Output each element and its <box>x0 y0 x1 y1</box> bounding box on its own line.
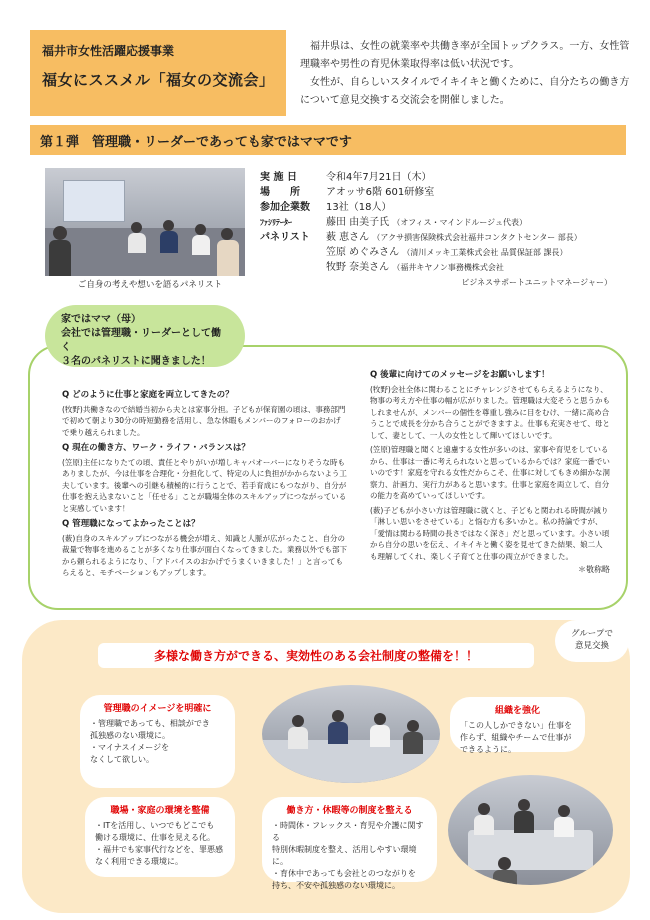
detail-value <box>326 230 630 245</box>
idea-line: 孤独感のない環境に。 <box>90 731 170 740</box>
idea-line: 作らず、組織やチームで仕事が <box>460 733 572 742</box>
idea-line: 持ち、不安や孤独感のない環境に。 <box>272 881 400 890</box>
idea-line: ・時間休・フレックス・育児や介護に関する <box>272 821 424 842</box>
answer: (薮)子どもが小さい方は管理職に就くと、子どもと関われる時間が減り「淋しい思いをさせている」と悩む方も多いかと。私の持論ですが、「愛情は関わる時間の長さではなく深さ」だと思っています。小さい頃から自分の思いを伝え、イキイキと働く姿を見せてきた結果、娘二人も理解してくれ、楽しく子育てと仕事の両立ができました。 <box>370 505 610 561</box>
person-shape <box>478 803 490 815</box>
honorific-note: ＊敬称略 <box>578 565 610 574</box>
person-shape <box>403 732 423 754</box>
detail-row-companies <box>260 200 630 215</box>
idea-box-management <box>80 695 235 788</box>
question: Q どのように仕事と家庭を両立してきたの？ <box>62 390 234 400</box>
event-details <box>260 170 630 290</box>
badge-line: グループで <box>570 629 614 639</box>
panelist-photo <box>45 168 245 276</box>
person-shape <box>217 240 239 276</box>
idea-line: 働ける環境に、仕事を見える化。 <box>95 833 215 842</box>
detail-row-place <box>260 185 630 200</box>
detail-label: 参加企業数 <box>260 202 310 213</box>
bubble-line: ３名のパネリストに聞きました！ <box>61 356 211 367</box>
question: Q 後輩に向けてのメッセージをお願いします！ <box>370 370 550 380</box>
person-shape <box>53 226 67 240</box>
person-shape <box>554 817 574 837</box>
person-shape <box>288 727 308 749</box>
idea-line: ・福井でも家事代行などを、罪悪感 <box>95 845 223 854</box>
group-badge <box>555 620 629 662</box>
panelist-org: （アクサ損害保険株式会社福井コンタクトセンター 部長） <box>372 233 582 242</box>
idea-box-organization <box>450 697 585 752</box>
panelist-org: ビジネスサポートユニットマネージャー） <box>461 278 612 287</box>
answer: (薮)自身のスキルアップにつながる機会が増え、知識と人脈が広がったこと、自分の裁量で物事を進めることが多くなり仕事が面白くなってきました。業務以外でも部下から頼られるようになり、「アドバイスのおかげでうまくいきました！」と言ってもらえると、モチベーションもアップします。 <box>62 533 347 577</box>
question: Q 現在の働き方、ワーク・ライフ・バランスは？ <box>62 443 250 453</box>
bubble-line: 家ではママ（母） <box>61 314 141 325</box>
idea-line: 特別休暇制度を整え、活用しやすい環境に。 <box>272 845 417 866</box>
table-shape <box>468 830 593 870</box>
bubble-line: 会社では管理職・リーダーとして働く <box>61 328 221 353</box>
person-shape <box>514 811 534 833</box>
badge-line: 意見交換 <box>574 641 609 651</box>
person-shape <box>192 235 210 255</box>
subtitle-bar: 第１弾 管理職・リーダーであっても家ではママです <box>30 125 626 155</box>
speech-bubble <box>45 305 245 367</box>
facilitator-name: 藤田 由美子氏 <box>326 217 390 228</box>
detail-row-panelist-org <box>260 275 630 290</box>
idea-title: 働き方・休暇等の制度を整える <box>286 806 413 816</box>
person-shape <box>128 233 146 253</box>
answer: (笠原)主任になりたての頃、責任とやりがいが増しキャパオーバーになりそうな時もありましたが、今は仕事を合理化・分担化して、特定の人に負担がかからないよう工夫しています。後輩への引継も積極的に行うことで、若手育成にもつながり、自分が仕事を抱え込まないこと「任せる」ことが職場全体のスキルアップにつながっていると実感しています！ <box>62 457 347 513</box>
facilitator-org: （オフィス・マインドルージュ代表） <box>392 218 528 227</box>
discussion-photo <box>448 775 613 885</box>
panelist-name: 薮 恵さん <box>326 232 370 243</box>
idea-title: 管理職のイメージを明確に <box>103 704 212 714</box>
person-shape <box>374 713 386 725</box>
panelist-org: （清川メッキ工業株式会社 品質保証部 課長） <box>402 248 568 257</box>
banner: 多様な働き方ができる、実効性のある会社制度の整備を！！ <box>98 643 534 668</box>
qa-left-column <box>62 385 347 579</box>
person-shape <box>292 715 304 727</box>
detail-label: 実 施 日 <box>260 172 297 183</box>
header-org: 福井市女性活躍応援事業 <box>42 44 175 58</box>
person-shape <box>474 815 494 835</box>
person-shape <box>49 240 71 276</box>
intro-paragraph-2: 女性が、自らしいスタイルでイキイキと働くために、自分たちの働き方について意見交換する交流会を開催しました。 <box>300 77 630 106</box>
answer: (牧野)共働きなので結婚当初から夫とは家事分担。子どもが保育園の頃は、事務部門で初めて朝より30分の時短勤務を活用し、急な休暇もメンバーのフォローのおかげで乗り越えられました。 <box>62 404 346 437</box>
person-shape <box>558 805 570 817</box>
person-shape <box>498 857 511 870</box>
person-shape <box>407 720 419 732</box>
idea-line: 「この人しかできない」仕事を <box>460 721 572 730</box>
person-shape <box>518 799 530 811</box>
qa-right-column <box>370 365 610 576</box>
person-shape <box>221 228 233 240</box>
person-shape <box>332 710 344 722</box>
question: Q 管理職になってよかったことは？ <box>62 519 200 529</box>
idea-box-systems <box>262 797 437 890</box>
detail-value <box>326 245 630 260</box>
panelist-org: （福井キヤノン事務機株式会社 <box>392 263 504 272</box>
detail-row-panelist <box>260 260 630 275</box>
idea-line: ・ITを活用し、いつでもどこでも <box>95 821 215 830</box>
person-shape <box>370 725 390 747</box>
idea-title: 職場・家庭の環境を整備 <box>110 806 210 816</box>
panelist-name: 笠原 めぐみさん <box>326 247 400 258</box>
photo-caption: ご自身の考えや想いを語るパネリスト <box>77 280 223 290</box>
header-title: 福女にススメル「福女の交流会」 <box>42 71 275 89</box>
person-shape <box>163 220 174 231</box>
detail-row-facilitator <box>260 215 630 230</box>
detail-label: 場 所 <box>260 187 300 198</box>
detail-label: ﾌｧｼﾘﾃｰﾀｰ <box>260 218 292 227</box>
detail-row-panelist <box>260 245 630 260</box>
panelist-name: 牧野 奈美さん <box>326 262 390 273</box>
idea-title: 組織を強化 <box>494 706 540 716</box>
person-shape <box>493 870 517 885</box>
idea-line: ・管理職であっても、相談ができ <box>90 719 210 728</box>
detail-value <box>326 215 630 230</box>
intro-text <box>300 38 630 110</box>
answer: (牧野)会社全体に関わることにチャレンジさせてもらえるようになり、物事の考え方や仕事の幅が広がりました。管理職は大変そうと思うかもしれませんが、メンバーの個性を尊重し強みに目をむけ、一緒に高め合うことで成長を分かち合うことができますよ。仕事も充実させて、母として、妻として、一人の女性として輝いてほしいです。 <box>370 384 610 440</box>
person-shape <box>195 224 206 235</box>
person-shape <box>328 722 348 744</box>
detail-value: アオッサ6階 601研修室 <box>326 187 435 198</box>
detail-label: パネリスト <box>260 232 310 243</box>
projector-screen <box>63 180 125 222</box>
person-shape <box>131 222 142 233</box>
idea-line: なく利用できる環境に。 <box>95 857 183 866</box>
idea-line: ・育休中であっても会社とのつながりを <box>272 869 416 878</box>
detail-value: 令和4年7月21日（木） <box>326 172 432 183</box>
idea-line: ・マイナスイメージを <box>90 743 170 752</box>
header-box <box>30 30 286 116</box>
idea-line: できるように。 <box>460 745 516 754</box>
answer: (笠原)管理職と聞くと遠慮する女性が多いのは、家事や育児をしているから、仕事は一番に考えられないと思っているからでは？家庭一番でいいのです！家庭を守れる女性だからこそ、仕事に対してもきめ細かな洞察力、計画力、実行力があると思います。仕事と家庭を両立して、自分の能力を高めていってほしいです。 <box>370 445 610 500</box>
detail-value <box>326 260 630 275</box>
detail-row-panelist <box>260 230 630 245</box>
person-shape <box>160 231 178 253</box>
intro-paragraph-1: 福井県は、女性の就業率や共働き率が全国トップクラス。一方、女性管理職率や男性の育児休業取得率は低い状況です。 <box>300 41 630 70</box>
discussion-photo <box>262 685 440 783</box>
detail-row-date <box>260 170 630 185</box>
idea-box-environment <box>85 797 235 877</box>
idea-line: なくして欲しい。 <box>90 755 154 764</box>
detail-value: 13社（18人） <box>326 202 392 213</box>
